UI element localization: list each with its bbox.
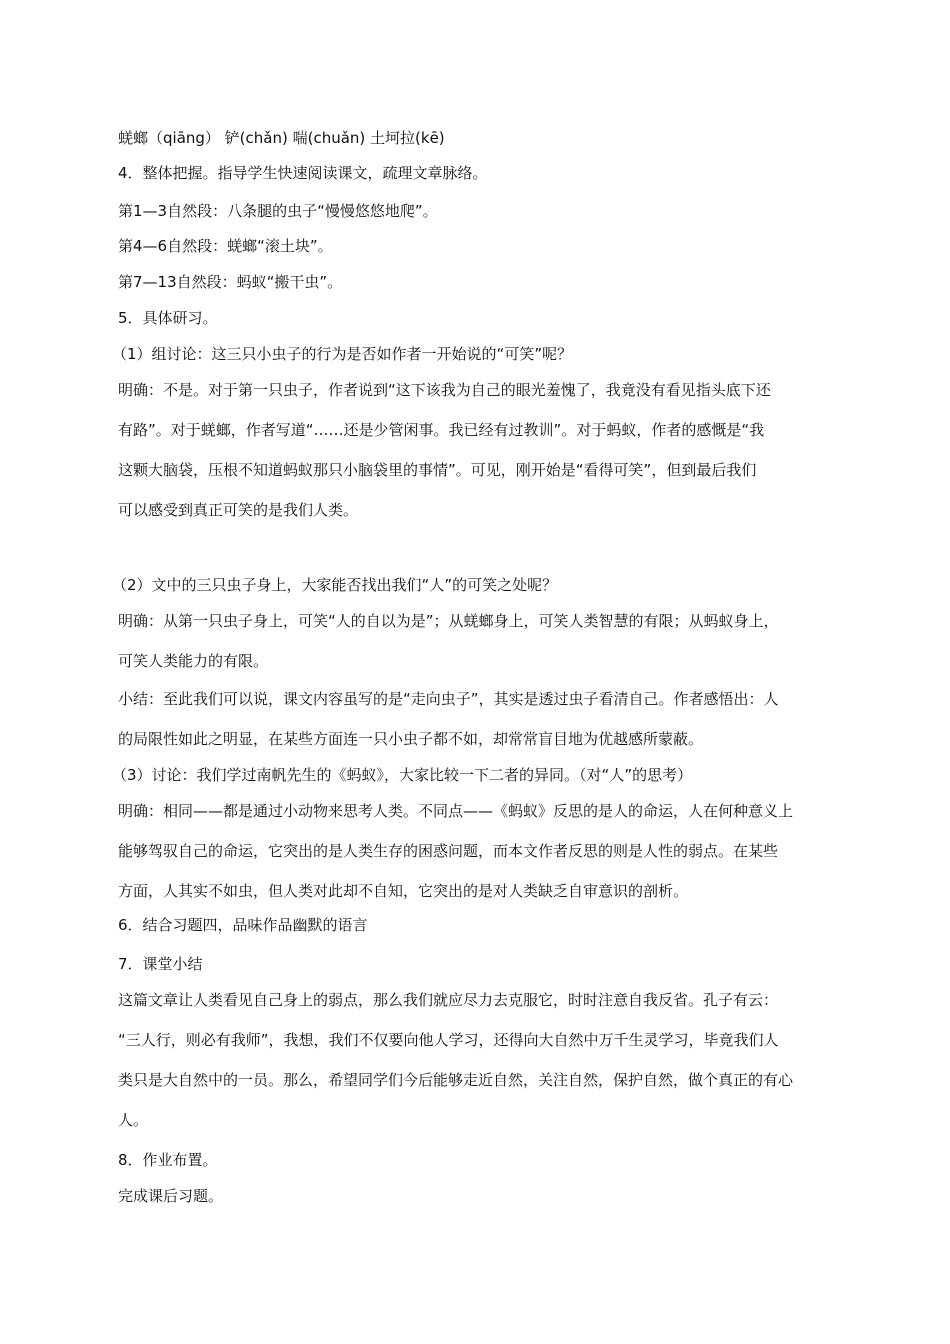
summary-line-2: 的局限性如此之明显，在某些方面连一只小虫子都不如，却常常盲目地为优越感所蒙蔽。 [118, 730, 704, 748]
answer-3-line-3: 方面，人其实不如虫，但人类对此却不自知，它突出的是对人类缺乏自审意识的剖析。 [118, 882, 689, 900]
answer-1-line-3: 这颗大脑袋，压根不知道蚂蚁那只小脑袋里的事情”。可见，刚开始是“看得可笑”，但到最后我们 [118, 461, 757, 479]
question-2: （2）文中的三只虫子身上，大家能否找出我们“人”的可笑之处呢？ [112, 576, 558, 594]
question-3: （3）讨论：我们学过南帆先生的《蚂蚁》，大家比较一下二者的异同。（对“人”的思考） [112, 766, 693, 784]
answer-2-line-2: 可笑人类能力的有限。 [118, 652, 269, 670]
step-8-heading: 8．作业布置。 [118, 1151, 218, 1169]
section-1-3: 第1—3自然段：八条腿的虫子“慢慢悠悠地爬”。 [118, 202, 438, 220]
conclusion-line-4: 人。 [118, 1111, 149, 1129]
answer-1-line-1: 明确：不是。对于第一只虫子，作者说到“这下该我为自己的眼光羞愧了，我竟没有看见指头底下还 [118, 381, 771, 399]
homework-text: 完成课后习题。 [118, 1187, 224, 1205]
section-7-13: 第7—13自然段：蚂蚁“搬干虫”。 [118, 273, 343, 291]
step-7-heading: 7．课堂小结 [118, 955, 203, 973]
conclusion-line-1: 这篇文章让人类看见自己身上的弱点，那么我们就应尽力去克服它，时时注意自我反省。孔子有云： [118, 991, 779, 1009]
answer-1-line-2: 有路”。对于蜣螂，作者写道“……还是少管闲事。我已经有过教训”。对于蚂蚁，作者的感慨是“我 [118, 421, 765, 439]
step-6-heading: 6．结合习题四，品味作品幽默的语言 [118, 916, 368, 934]
answer-2-line-1: 明确：从第一只虫子身上，可笑“人的自以为是”；从蜣螂身上，可笑人类智慧的有限；从蚂蚁身上， [118, 612, 779, 630]
pinyin-notes: 蜣螂（qiāng） 铲(chǎn) 喘(chuǎn) 土坷拉(kē) [118, 129, 445, 147]
summary-line-1: 小结：至此我们可以说，课文内容虽写的是“走向虫子”，其实是透过虫子看清自己。作者感悟出：人 [118, 690, 779, 708]
section-4-6: 第4—6自然段：蜣螂“滚土块”。 [118, 237, 333, 255]
step-4-heading: 4．整体把握。指导学生快速阅读课文，疏理文章脉络。 [118, 164, 488, 182]
answer-3-line-1: 明确：相同——都是通过小动物来思考人类。不同点——《蚂蚁》反思的是人的命运，人在何种意义上 [118, 802, 794, 820]
step-5-heading: 5．具体研习。 [118, 309, 218, 327]
conclusion-line-2: “三人行，则必有我师”，我想，我们不仅要向他人学习，还得向大自然中万千生灵学习，毕竟我们人 [118, 1031, 779, 1049]
question-1: （1）组讨论：这三只小虫子的行为是否如作者一开始说的“可笑”呢？ [112, 345, 573, 363]
answer-1-line-4: 可以感受到真正可笑的是我们人类。 [118, 501, 359, 519]
conclusion-line-3: 类只是大自然中的一员。那么，希望同学们今后能够走近自然，关注自然，保护自然，做个真正的有心 [118, 1071, 794, 1089]
answer-3-line-2: 能够驾驭自己的命运，它突出的是人类生存的困惑问题，而本文作者反思的则是人性的弱点。在某些 [118, 842, 779, 860]
